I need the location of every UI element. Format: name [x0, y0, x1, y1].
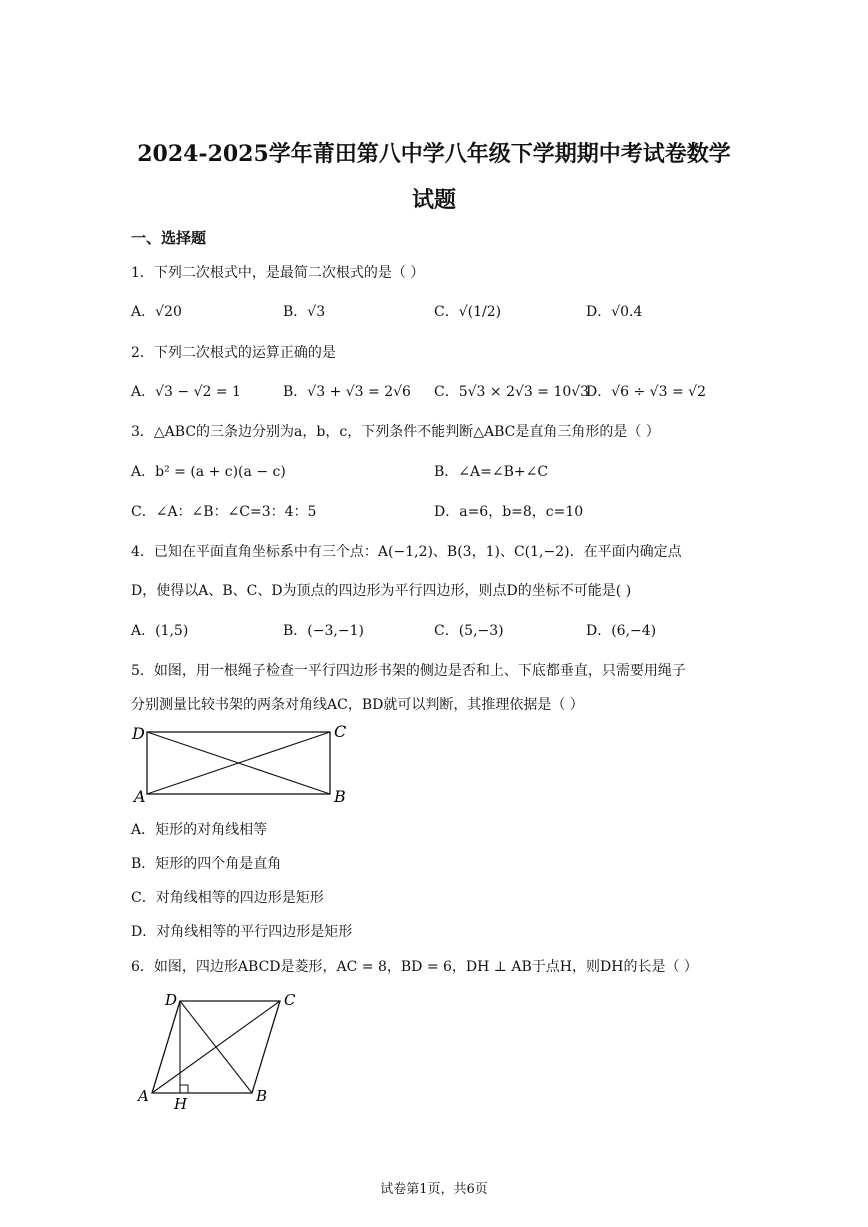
question-4-stem-1: 4．已知在平面直角坐标系中有三个点：A(−1,2)、B(3，1)、C(1,−2)．在平面内确定点 — [131, 544, 682, 560]
q2-option-c: C．5√3 × 2√3 = 10√3 — [434, 384, 590, 400]
q1-option-d: D．√0.4 — [586, 304, 643, 320]
q1-option-c: C．√(1/2) — [434, 304, 502, 320]
q3-option-b: B．∠A=∠B+∠C — [434, 464, 549, 480]
q4-option-d: D．(6,−4) — [586, 623, 657, 639]
exam-title-line2: 试题 — [411, 187, 456, 213]
question-4-stem-2: D，使得以A、B、C、D为顶点的四边形为平行四边形，则点D的坐标不可能是( ) — [131, 583, 632, 599]
label-c: C — [284, 991, 296, 1009]
label-a: A — [138, 1087, 149, 1105]
label-c: C — [334, 722, 347, 741]
label-d: D — [165, 991, 178, 1009]
q4-option-c: C．(5,−3) — [434, 623, 504, 639]
label-b: B — [256, 1087, 268, 1105]
question-5-stem-1: 5．如图，用一根绳子检查一平行四边形书架的侧边是否和上、下底都垂直，只需要用绳子 — [131, 663, 686, 679]
q4-option-a: A．(1,5) — [131, 623, 189, 639]
q5-option-b: B．矩形的四个角是直角 — [131, 856, 282, 872]
q2-option-d: D．√6 ÷ √3 = √2 — [586, 384, 706, 400]
label-a: A — [134, 787, 146, 806]
q2-option-a: A．√3 − √2 = 1 — [131, 384, 241, 400]
question-3-stem: 3．△ABC的三条边分别为a，b，c，下列条件不能判断△ABC是直角三角形的是（ ） — [131, 424, 660, 440]
label-h: H — [174, 1095, 188, 1113]
q3-option-c: C．∠A：∠B：∠C=3：4：5 — [131, 504, 317, 520]
q3-option-a: A．b² = (a + c)(a − c) — [131, 464, 286, 480]
question-2-stem: 2．下列二次根式的运算正确的是 — [131, 345, 336, 361]
exam-title-line1: 2024-2025学年莆田第八中学八年级下学期期中考试卷数学 — [137, 141, 731, 167]
label-b: B — [334, 787, 346, 806]
q1-option-a: A．√20 — [131, 304, 182, 320]
q5-option-d: D．对角线相等的平行四边形是矩形 — [131, 924, 353, 940]
question-6-stem: 6．如图，四边形ABCD是菱形，AC = 8，BD = 6，DH ⊥ AB于点H，则DH的长是（ ） — [131, 959, 698, 975]
q5-option-c: C．对角线相等的四边形是矩形 — [131, 890, 324, 906]
right-angle-mark — [180, 1085, 188, 1093]
q4-option-b: B．(−3,−1) — [283, 623, 364, 639]
q5-option-a: A．矩形的对角线相等 — [131, 822, 268, 838]
page-footer: 试卷第1页，共6页 — [380, 1182, 488, 1197]
bookshelf-rectangle-diagram — [128, 718, 358, 810]
label-d: D — [132, 724, 145, 743]
rhombus-diagram — [134, 985, 304, 1115]
section-heading: 一、选择题 — [131, 229, 207, 247]
q1-option-b: B．√3 — [283, 304, 326, 320]
question-5-stem-2: 分别测量比较书架的两条对角线AC，BD就可以判断，其推理依据是（ ） — [131, 697, 584, 713]
question-1-stem: 1．下列二次根式中，是最简二次根式的是（ ） — [131, 265, 425, 281]
q2-option-b: B．√3 + √3 = 2√6 — [283, 384, 411, 400]
diagonal-bd — [180, 1001, 252, 1093]
q3-option-d: D．a=6，b=8，c=10 — [434, 504, 584, 520]
